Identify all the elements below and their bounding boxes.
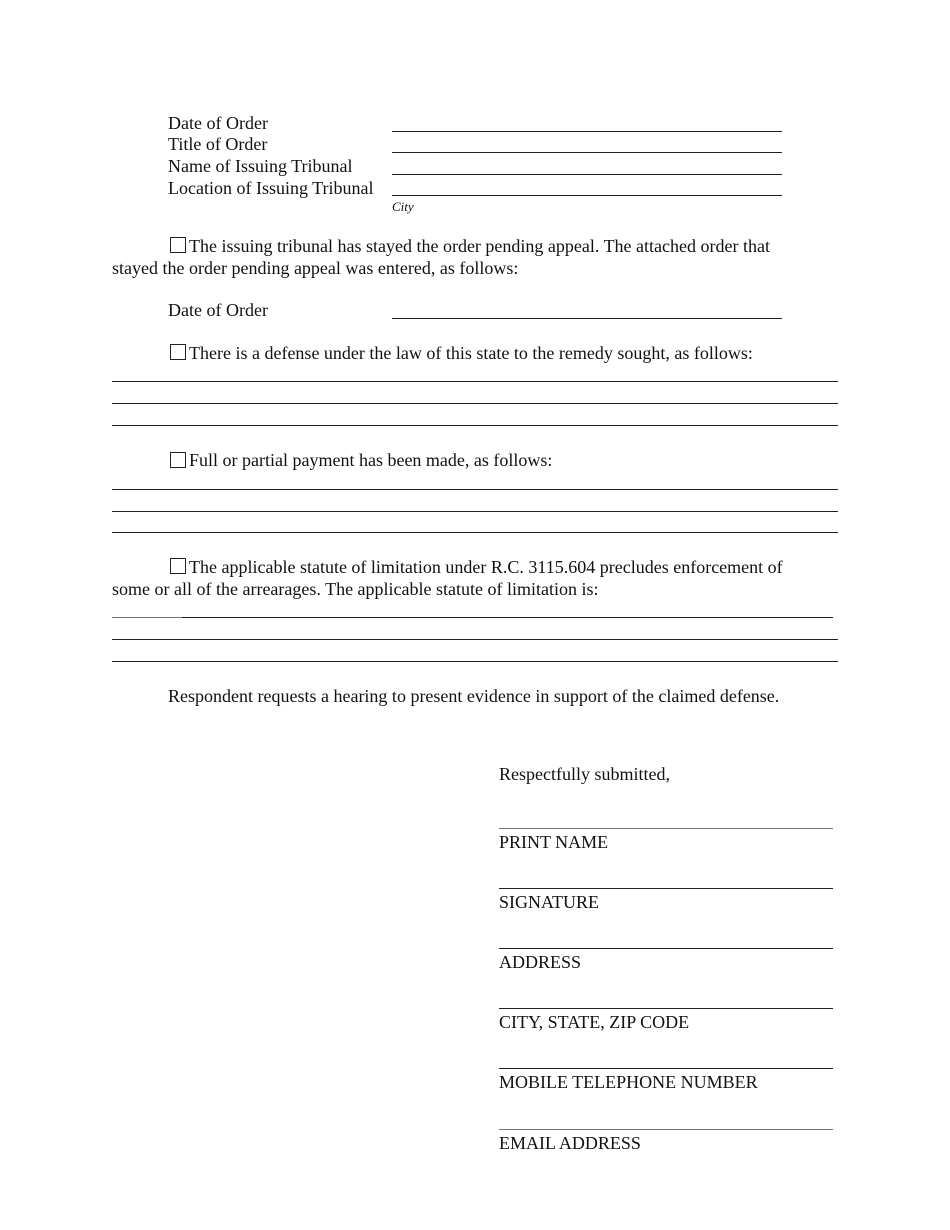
issuing-tribunal-location-label: Location of Issuing Tribunal [168, 178, 374, 198]
defense-text: There is a defense under the law of this state to the remedy sought, as follows: [189, 343, 753, 363]
stay-text-line2: stayed the order pending appeal was entered, as follows: [112, 258, 519, 278]
city-state-zip-line[interactable] [499, 1008, 833, 1009]
title-of-order-label: Title of Order [168, 134, 268, 154]
payment-line-3[interactable] [112, 532, 838, 533]
issuing-tribunal-name-field[interactable] [392, 174, 782, 175]
defense-line-2[interactable] [112, 403, 838, 404]
payment-line-2[interactable] [112, 511, 838, 512]
hearing-request-text: Respondent requests a hearing to present evidence in support of the claimed defense. [168, 686, 780, 706]
payment-line-1[interactable] [112, 489, 838, 490]
address-label: ADDRESS [499, 952, 582, 972]
signature-label: SIGNATURE [499, 892, 600, 912]
closing-text: Respectfully submitted, [499, 764, 670, 784]
stay-text-line1: The issuing tribunal has stayed the order pending appeal. The attached order that [189, 236, 770, 256]
stay-date-of-order-label: Date of Order [168, 300, 268, 320]
city-state-zip-label: CITY, STATE, ZIP CODE [499, 1012, 690, 1032]
mobile-phone-line[interactable] [499, 1068, 833, 1069]
email-line[interactable] [499, 1129, 833, 1130]
limitation-checkbox[interactable] [170, 558, 186, 574]
limitation-line-3[interactable] [112, 661, 838, 662]
defense-line-1[interactable] [112, 381, 838, 382]
title-of-order-field[interactable] [392, 152, 782, 153]
date-of-order-field[interactable] [392, 131, 782, 132]
defense-checkbox[interactable] [170, 344, 186, 360]
issuing-tribunal-location-field[interactable] [392, 195, 782, 196]
stay-date-of-order-field[interactable] [392, 318, 782, 319]
city-caption: City [392, 199, 414, 214]
date-of-order-label: Date of Order [168, 113, 268, 133]
limitation-line-1[interactable] [182, 617, 833, 618]
payment-checkbox[interactable] [170, 452, 186, 468]
address-line[interactable] [499, 948, 833, 949]
mobile-phone-label: MOBILE TELEPHONE NUMBER [499, 1072, 758, 1092]
defense-line-3[interactable] [112, 425, 838, 426]
email-label: EMAIL ADDRESS [499, 1133, 641, 1153]
stay-checkbox[interactable] [170, 237, 186, 253]
payment-text: Full or partial payment has been made, as follows: [189, 450, 553, 470]
limitation-text-line2: some or all of the arrearages. The applicable statute of limitation is: [112, 579, 599, 599]
limitation-line-1-lead [112, 617, 182, 618]
print-name-label: PRINT NAME [499, 832, 609, 852]
signature-line[interactable] [499, 888, 833, 889]
print-name-line[interactable] [499, 828, 833, 829]
limitation-text-line1: The applicable statute of limitation under R.C. 3115.604 precludes enforcement of [189, 557, 783, 577]
limitation-line-2[interactable] [112, 639, 838, 640]
issuing-tribunal-name-label: Name of Issuing Tribunal [168, 156, 353, 176]
